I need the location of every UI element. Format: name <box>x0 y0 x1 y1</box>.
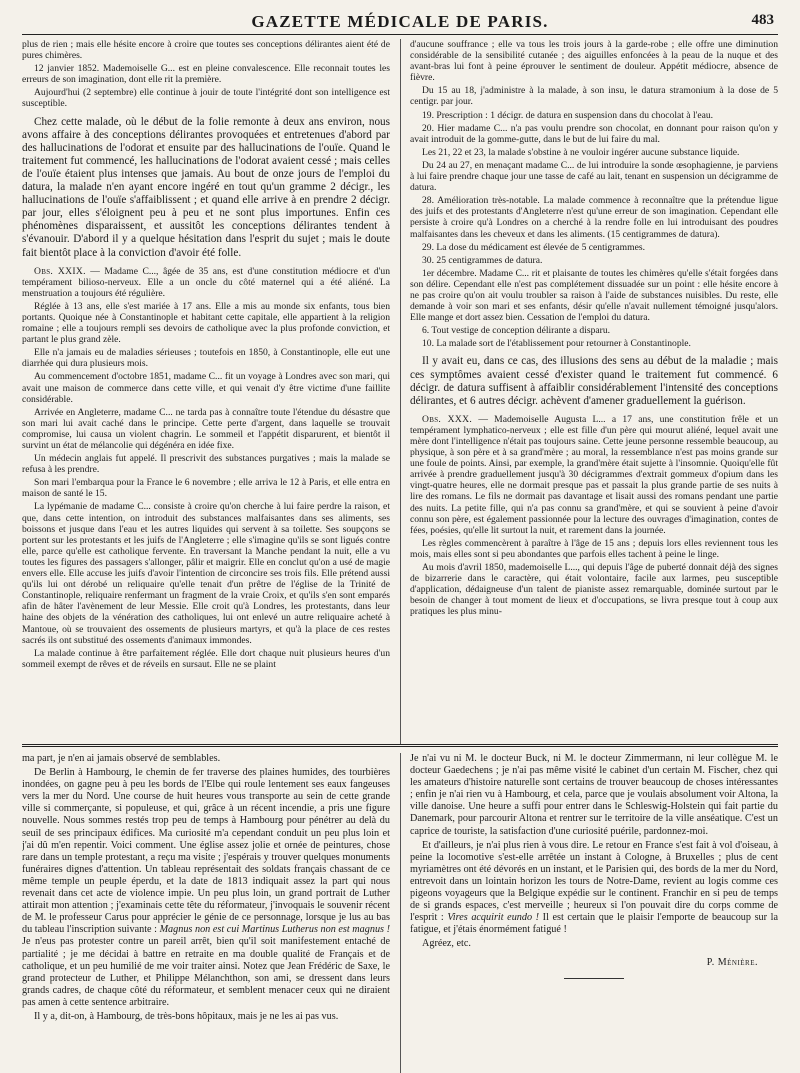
column-right <box>400 39 778 744</box>
feuilleton-columns <box>22 747 778 1073</box>
paragraph <box>410 123 778 145</box>
paragraph-text: Je n'ai vu ni M. le docteur Buck, ni M. le docteur Zimmermann, ni leur collègue M. le docteur Gaedechens ; je n'ai pas même visité le cabinet d'un certain M. Fischer, chez qui les amateurs d'histoire naturelle sont certains de trouver beaucoup de choses intéressantes ; enfin je n'ai rien vu à Hambourg, et cela, parce que je voulais absolument voir Altona, la ville danoise. Une heure a suffi pour entrer dans le Schleswig-Holstein qui fait partie du Danemark, pour parcourir Altona et rentrer sur le territoire de la ville anséatique. C'est un caprice de touriste, la satisfaction d'une curiosité puérile, pardonnez-moi. <box>410 753 778 837</box>
paragraph-text: 20. Hier madame C... n'a pas voulu prendre son chocolat, en donnant pour raison qu'on y avait introduit de la gomme-gutte, dans le but de lui faire du mal. <box>410 122 778 145</box>
section-divider <box>22 744 778 747</box>
paragraph-text: 10. La malade sort de l'établissement pour retourner à Constantinople. <box>422 338 691 350</box>
paragraph-text: Il est certain que le plaisir l'emporte de beaucoup sur la fatigue, et j'étais énormément fatigué ! <box>410 912 778 936</box>
paragraph <box>22 301 390 345</box>
case-block <box>22 39 390 110</box>
paragraph <box>410 938 778 950</box>
paragraph-text: 1er décembre. Madame C... rit et plaisante de toutes les chimères qu'elle s'était forgées dans son délire. Cependant elle n'est pas complétement dissuadée sur un point : elle hésite encore à ne pas croire qu'on ait voulu troubler sa raison à l'aide de substances nuisibles. Du reste, elle demande à voir son mari et ses enfants, désir qu'elle n'avait nullement témoigné jusqu'alors. Elle mange et dort assez bien. Cessation de l'emploi du datura. <box>410 267 778 324</box>
paragraph <box>22 1011 390 1023</box>
signature: P. Ménière. <box>706 956 758 968</box>
paragraph <box>22 407 390 451</box>
paragraph <box>22 501 390 645</box>
paragraph-text: Les règles commencèrent à paraître à l'âge de 15 ans ; depuis lors elles reviennent tous les mois, mais elles sont si peu abondantes que parfois elles tachent à peine le linge. <box>410 537 778 560</box>
paragraph-text: 19. Prescription : 1 décigr. de datura en suspension dans du chocolat à l'eau. <box>422 109 714 121</box>
paragraph-text: ma part, je n'en ai jamais observé de semblables. <box>22 753 221 764</box>
paragraph <box>410 242 778 253</box>
paragraph-text: La lypémanie de madame C... consiste à croire qu'on cherche à lui faire perdre la raison, et que, dans cette intention, on introduit des substances malfaisantes dans ses aliments, ses boissons et jusque dans l'eau et les autres liquides qui servent à sa toilette. Ses soupçons se portent sur les protestants et les juifs de l'Angleterre ; elle s'imagine qu'ils se sont ligués contre elle, parce qu'elle est catholique fervente. En traversant la Manche pendant la nuit, elle a vu toutes les figures des passagers s'allonger, pâlir et maigrir. Elle en conclut qu'on a usé de magie envers elle. Elle accuse les juifs d'avoir l'intention de circoncire ses trois fils. Elle prétend aussi qu'ils lui ont dérobé un reliquaire qu'elle tenait d'un prêtre de l'église de la Trinité de Constantinople, reliquaire renfermant un fragment de la vraie Croix, et qu'ils s'en sont emparés afin de hâter l'avènement de leur Messie. Elle croit qu'à Londres, les protestants, dans leur haine des objets de la vénération des catholiques, lui ont enlevé un autre reliquaire acheté à Mantoue, où se trouvaient des ossements de plusieurs martyrs, et qu'à la place de ces restes sacrés ils ont substitué des ossements d'animaux immondes. <box>22 501 390 646</box>
paragraph <box>22 453 390 475</box>
paragraph <box>22 767 390 1009</box>
commentary-block <box>22 116 390 260</box>
paragraph-text: 30. 25 centigrammes de datura. <box>422 254 543 266</box>
paragraph <box>22 371 390 404</box>
paragraph-text: Arrivée en Angleterre, madame C... ne tarda pas à connaître toute l'étendue du désastre que son mari lui avait caché dans le principe. Cette perte d'argent, dans laquelle se trouvait compromise, lui causa un violent chagrin. Le sommeil et l'appétit disparurent, et bientôt il survint un état de mélancolie qui dégénéra en idée fixe. <box>22 406 390 451</box>
top-columns <box>22 39 778 744</box>
paragraph <box>410 39 778 83</box>
paragraph <box>410 538 778 560</box>
paragraph-text: 12 janvier 1852. Mademoiselle G... est en pleine convalescence. Elle reconnait toutes les erreurs de son imagination, dont elle rit la première. <box>22 63 390 86</box>
journal-title: GAZETTE MÉDICALE DE PARIS. <box>251 12 549 31</box>
paragraph-text: Chez cette malade, où le début de la folie remonte à deux ans environ, nous avons affaire à des conceptions délirantes provoquées et entretenues d'abord par des hallucinations de l'odorat et ensuite par des hallucinations de l'ouïe. Quand le traitement fut commencé, les hallucinations de l'odorat avaient cessé ; mais celles de l'ouïe étaient plus intenses que jamais. Au bout de onze jours de l'emploi du datura, la malade n'en ayant encore ingéré en tout qu'un gramme 2 décigr., les hallucinations de l'ouïe s'affaiblissent ; et quand elle arrive à en prendre 2 décigr. par jour, elles s'éloignent peu à peu et ne sont plus importunes. Enfin ces phénomènes disparaissent, et aussitôt les conceptions délirantes tendent à s'évanouir. D'abord il y a quelque hésitation dans l'esprit du sujet ; mais le doute fait bientôt place à la conviction d'avoir été folle. <box>22 115 390 259</box>
feuilleton-left <box>22 753 390 1073</box>
paragraph-text: Au mois d'avril 1850, mademoiselle L..., qui depuis l'âge de puberté donnait déjà des signes de bizarrerie dans le caractère, qui était volontaire, facile aux larmes, peu susceptible d'application, dédaigneuse d'un talent de pianiste assez remarquable, dominée surtout par le besoin de changer à tout moment de lieux et d'occupations, se livra presque tout à coup aux pratiques les plus minu- <box>410 562 778 618</box>
paragraph <box>22 87 390 109</box>
paragraph-text: Il y avait eu, dans ce cas, des illusions des sens au début de la maladie ; mais ces symptômes avaient cessé d'exister quand le traitement fut commencé. 6 décigr. de datura suffisent à affaiblir considérablement l'intensité des conceptions délirantes, et 6 autres décigr. achèvent d'amener graduellement la guérison. <box>410 355 778 407</box>
end-rule <box>564 978 624 979</box>
paragraph-text: Il y a, dit-on, à Hambourg, de très-bons hôpitaux, mais je ne les ai pas vus. <box>34 1010 339 1022</box>
paragraph-text: Du 15 au 18, j'administre à la malade, à son insu, le datura stramonium à la dose de 5 centigr. par jour. <box>410 85 778 108</box>
paragraph-text: De Berlin à Hambourg, le chemin de fer traverse des plaines humides, des tourbières inondées, on gagne peu à peu les bords de l'Elbe qui roule lentement ses eaux fangeuses vers la mer du Nord. Une course de huit heures vous transporte au sein de cette grande ville si commerçante, si populeuse, et qui, grâce à un récent incendie, a pris une figure nouvelle. Nous sommes restés trop peu de temps à Hambourg pour pénétrer au delà du seuil de ses principaux édifices. Ma curiosité m'a cependant conduit un peu plus loin et j'ai dû m'en repentir. Voici comment. Une église assez jolie et ornée de peintures, chose rare dans un temple protestant, a reçu ma visite ; j'espérais y trouver quelques monuments funéraires dignes d'attention. Un tableau représentait des soldats français chassant de ce même temple un peuple éperdu, et la date de 1813 indiquait assez la part qui nous revenait dans cet acte de violence impie. Un peu plus loin, un grand portrait de Luther attirait mon attention ; j'examinais cette tête du réformateur, j'invoquais le souvenir récent de M. le professeur Carus pour apprécier le génie de ce personnage, lorsque je lus au bas du tableau l'inscription suivante : <box>22 767 390 936</box>
paragraph-text: plus de rien ; mais elle hésite encore à croire que toutes ses conceptions délirantes aient été de pures chimères. <box>22 39 390 62</box>
page-header <box>22 10 778 35</box>
paragraph <box>410 110 778 121</box>
paragraph <box>410 255 778 266</box>
paragraph-text: La malade continue à être parfaitement réglée. Elle dort chaque nuit plusieurs heures d'un sommeil exempt de rêves et de réveils en sursaut. Elle ne se plaint <box>22 647 390 670</box>
paragraph-text: Elle n'a jamais eu de maladies sérieuses ; toutefois en 1850, à Constantinople, elle eut une diarrhée qui dura plusieurs mois. <box>22 347 390 370</box>
paragraph-text: 28. Amélioration très-notable. La malade commence à reconnaître que la prétendue ligue des juifs et des protestants d'Angleterre n'est qu'une erreur de son imagination. Cependant elle persiste à croire qu'à Londres on a cherché à la rendre folle en lui introduisant des poudres malfaisantes dans les cheveux et dans les aliments. (15 centigrammes de datura). <box>410 195 778 240</box>
paragraph-text: 6. Tout vestige de conception délirante a disparu. <box>422 325 611 337</box>
paragraph <box>410 338 778 349</box>
column-left <box>22 39 390 744</box>
paragraph-text: Les 21, 22 et 23, la malade s'obstine à ne vouloir ingérer aucune substance liquide. <box>422 146 740 158</box>
paragraph <box>22 39 390 61</box>
paragraph <box>22 116 390 260</box>
paragraph <box>22 648 390 670</box>
case-block <box>22 266 390 670</box>
paragraph-text: Agréez, etc. <box>422 938 471 950</box>
latin-quote: Vires acquirit eundo ! <box>447 912 540 924</box>
paragraph-text: — Mademoiselle Augusta L... a 17 ans, une constitution frêle et un tempérament lymphatico-nerveux ; elle est fille d'un père qui mourut aliéné, lequel avait une mère dont l'intelligence n'était pas toujours saine. Cette jeune personne ressemble beaucoup, au physique, à son père et à sa grand'mère ; au moral, la ressemblance n'est pas moins grande sur une foule de points. Ainsi, par exemple, la grand'mère était sujette à l'insomnie. Quoiqu'elle fût arrivée à prendre graduellement jusqu'à 30 décigrammes d'extrait gommeux d'opium dans les vingt-quatre heures, elle ne dormait presque pas et passait la plus grande partie de ses nuits à lire des romans. Le fils ne dormait pas davantage et lisait aussi des romans pendant une partie des nuits. La petite fille, qui n'a pas connu sa grand'mère, et qui se souvient à peine d'avoir connu son père, est également passionnée pour la lecture des ouvrages d'imagination, contes de fées, poésies, qu'elle lit surtout la nuit, et rarement dans la journée. <box>410 413 778 536</box>
paragraph-text: Je n'eus pas protester contre un pareil arrêt, bien qu'il soit manifestement entaché de partialité ; je me décidai à battre en retraite en ma double qualité de Français et de catholique, et un peu humilié de me voir traiter ainsi. Notez que Jean Frédéric de Saxe, le grand protecteur de Luther, et Philippe Mélanchthon, son ami, se dressent dans leurs grands cadres, de chaque côté du réformateur, et semblent menacer ceux qui ne diraient pas amen à cette sentence arbitraire. <box>22 936 390 1008</box>
paragraph-text: Aujourd'hui (2 septembre) elle continue à jouir de toute l'intégrité dont son intelligence est susceptible. <box>22 87 390 110</box>
paragraph-text: Au commencement d'octobre 1851, madame C... fit un voyage à Londres avec son mari, qui avait une maison de commerce dans cette ville, et qui venait d'y être victime d'une faillite considérable. <box>22 371 390 405</box>
paragraph <box>22 477 390 499</box>
paragraph <box>410 147 778 158</box>
paragraph <box>22 753 390 765</box>
paragraph <box>410 268 778 323</box>
paragraph-text: d'aucune souffrance ; elle va tous les trois jours à la garde-robe ; elle offre une diminution considérable de la sensibilité cutanée ; des aiguilles enfoncées à la peau de la nuque et des avant-bras lui font à peine éprouver le sentiment de douleur. Appétit médiocre, absence de fièvre. <box>410 39 778 84</box>
paragraph <box>410 195 778 239</box>
paragraph <box>410 85 778 107</box>
page-number: 483 <box>751 12 774 28</box>
paragraph-text: Un médecin anglais fut appelé. Il prescrivit des substances purgatives ; mais la malade se refusa à les prendre. <box>22 453 390 476</box>
paragraph-text: Du 24 au 27, en menaçant madame C... de lui introduire la sonde œsophagienne, je parviens à lui faire prendre chaque jour une tasse de café au lait, tenant en suspension un décigramme de datura. <box>410 159 778 194</box>
case-block <box>410 414 778 618</box>
paragraph <box>410 840 778 937</box>
feuilleton-right <box>400 753 778 1073</box>
case-block <box>410 39 778 349</box>
paragraph <box>410 414 778 536</box>
paragraph <box>410 753 778 838</box>
paragraph <box>410 325 778 336</box>
paragraph-text: Son mari l'embarqua pour la France le 6 novembre ; elle arriva le 12 à Paris, et elle entra en maison de santé le 15. <box>22 477 390 500</box>
paragraph <box>22 347 390 369</box>
paragraph-text: 29. La dose du médicament est élevée de 5 centigrammes. <box>422 241 645 253</box>
paragraph <box>410 562 778 617</box>
latin-quote: Magnus non est cui Martinus Lutherus non est magnus ! <box>159 924 390 936</box>
paragraph <box>22 63 390 85</box>
paragraph <box>410 355 778 407</box>
observation-label: Obs. XXIX. <box>34 265 86 277</box>
paragraph <box>22 266 390 299</box>
observation-label: Obs. XXX. <box>422 413 473 425</box>
paragraph-text: Réglée à 13 ans, elle s'est mariée à 17 ans. Elle a mis au monde six enfants, tous bien portants. Quoique née à Constantinople et habitant cette capitale, elle appartient à la religion romaine ; elle a toujours rempli ses devoirs de catholique avec la plus profonde conviction, et partant le plus grand zèle. <box>22 300 390 346</box>
paragraph-text: Et d'ailleurs, je n'ai plus rien à vous dire. Le retour en France s'est fait à vol d'oiseau, à peine la locomotive s'est-elle arrêtée un instant à Cologne, à Bruxelles ; plus de cent myriamètres ont été dévorés en un instant, et le Parisien qui, des bords de la mer du Nord, entrevoit dans un lointain horizon les tours de Notre-Dame, revient au logis comme ces pigeons voyageurs que la Belgique expédie sur le continent. Franchir en si peu de temps de si grands espaces, c'est merveille ; heureux si l'on pouvait dire du corps comme de l'esprit : <box>410 839 778 924</box>
paragraph-text: — Madame C..., âgée de 35 ans, est d'une constitution médiocre et d'un tempérament bilioso-nerveux. Elle a un oncle du côté maternel qui a été aliéné. La menstruation a toujours été régulière. <box>22 265 390 299</box>
commentary-block <box>410 355 778 407</box>
paragraph <box>410 160 778 193</box>
